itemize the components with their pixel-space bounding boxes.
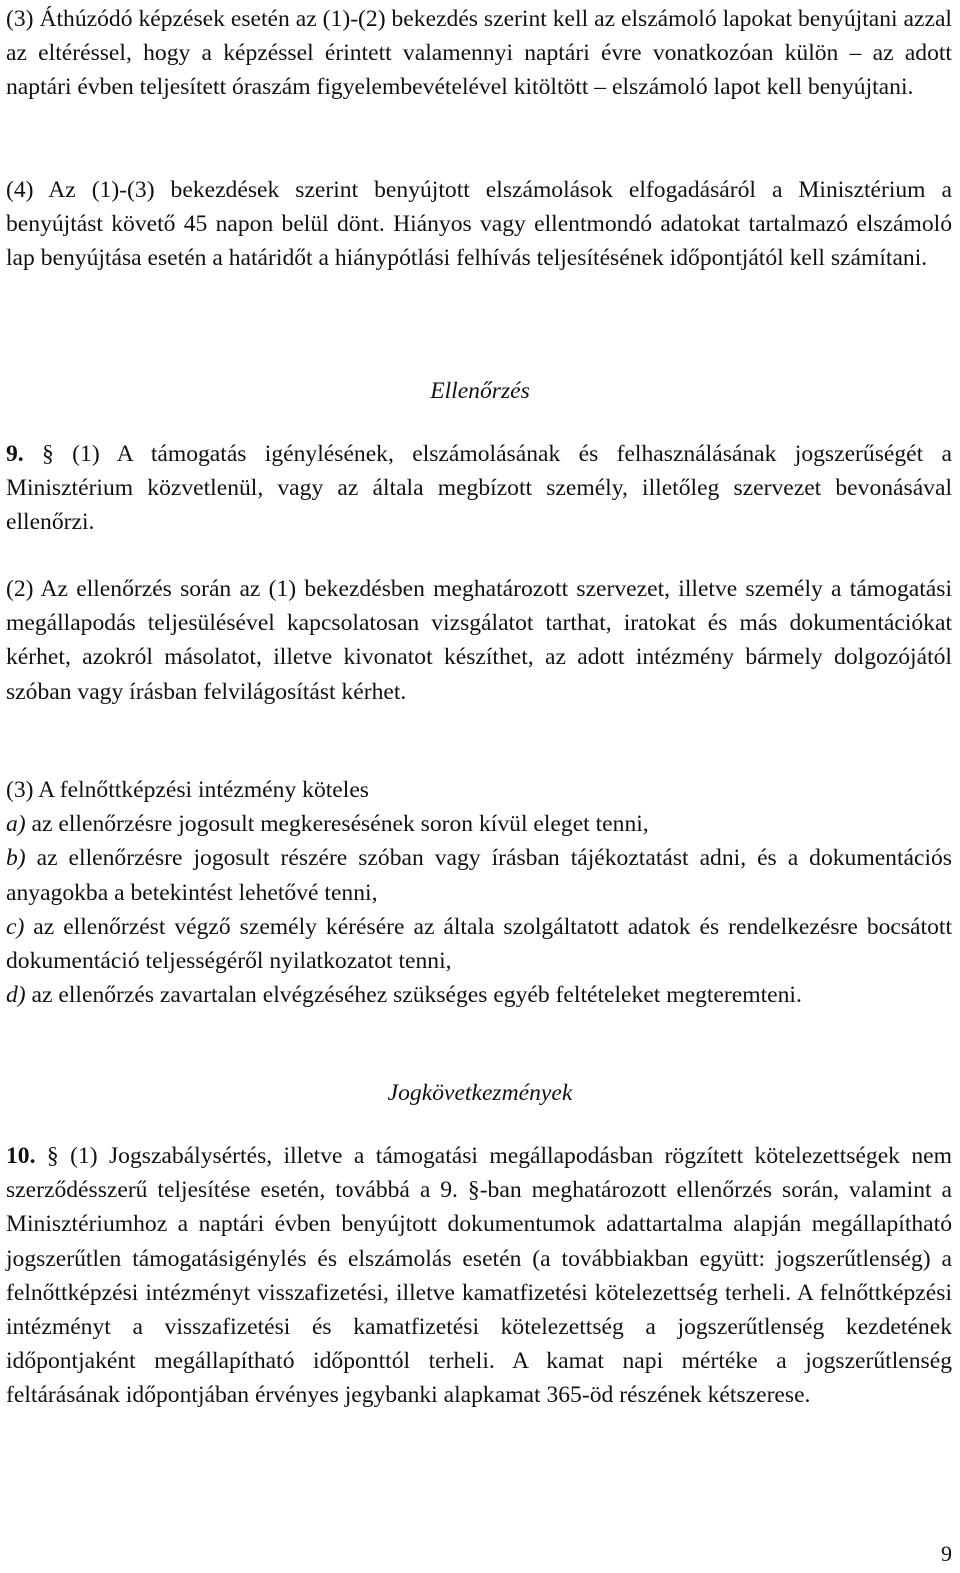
point-b xyxy=(6,841,952,909)
section-9-p3-intro: (3) A felnőttképzési intézmény köteles xyxy=(6,777,369,803)
section-heading-ellenorzes: Ellenőrzés xyxy=(430,378,530,404)
point-a-letter: a) xyxy=(6,811,26,838)
section-heading-jogkovetkezmenyek: Jogkövetkezmények xyxy=(387,1080,573,1106)
point-c-text: az ellenőrzést végző személy kérésére az általa szolgáltatott adatok és rendelkezésre bocsátott dokumentáció teljességéről nyilatkozatot tenni, xyxy=(6,913,952,975)
point-d xyxy=(6,978,952,1012)
paragraph-4-prev: (4) Az (1)-(3) bekezdések szerint benyújtott elszámolások elfogadásáról a Minisztérium a benyújtást követő 45 napon belül dönt. Hiányos vagy ellentmondó adatokat tartalmazó elszámoló lap benyújtása esetén a határidőt a hiánypótlási felhívás teljesítésének időpontjától kell számítani. xyxy=(6,177,952,272)
point-a xyxy=(6,807,952,841)
section-9-paragraph-1 xyxy=(6,437,952,540)
section-10-p1-text: § (1) Jogszabálysértés, illetve a támogatási megállapodásban rögzített kötelezettségek nem szerződésszerű teljesítése esetén, továbbá a 9. §-ban meghatározott ellenőrzés során, valamint a Minisztériumhoz a naptári évben benyújtott dokumentumok adattartalma alapján megállapítható jogszerűtlen támogatásigénylés és elszámolás esetén (a továbbiakban együtt: jogszerűtlenség) a felnőttképzési intézményt visszafizetési, illetve kamatfizetési kötelezettség terheli. A felnőttképzési intézményt a visszafizetési és kamatfizetési kötelezettség a jogszerűtlenség kezdetének időpontjaként megállapítható időponttól terheli. A kamat napi mértéke a jogszerűtlenség feltárásának időpontjában érvényes jegybanki alapkamat 365-öd részének kétszerese. xyxy=(6,1143,952,1409)
point-b-letter: b) xyxy=(6,845,26,872)
section-9-p1-text: § (1) A támogatás igénylésének, elszámolásának és felhasználásának jogszerűségét a Minisztérium közvetlenül, vagy az általa megbízott személy, illetőleg szervezet bevonásával ellenőrzi. xyxy=(6,441,952,536)
point-d-text: az ellenőrzés zavartalan elvégzéséhez szükséges egyéb feltételeket megteremteni. xyxy=(25,982,802,1009)
point-d-letter: d) xyxy=(6,982,26,1009)
point-c-letter: c) xyxy=(6,913,25,940)
section-10-paragraph-1 xyxy=(6,1139,952,1413)
section-9-paragraph-3 xyxy=(6,773,952,1012)
page-number: 9 xyxy=(941,1541,952,1566)
section-10-number: 10. xyxy=(6,1143,36,1169)
point-a-text: az ellenőrzésre jogosult megkeresésének soron kívül eleget tenni, xyxy=(25,811,649,838)
section-9-paragraph-2: (2) Az ellenőrzés során az (1) bekezdésben meghatározott szervezet, illetve személy a támogatási megállapodás teljesülésével kapcsolatosan vizsgálatot tarthat, iratokat és más dokumentációkat kérhet, azokról másolatot, illetve kivonatot készíthet, az adott intézmény bármely dolgozójától szóban vagy írásban felvilágosítást kérhet. xyxy=(6,576,952,705)
section-9-number: 9. xyxy=(6,441,24,467)
point-c xyxy=(6,910,952,978)
point-b-text: az ellenőrzésre jogosult részére szóban vagy írásban tájékoztatást adni, és a dokumentációs anyagokba a betekintést lehetővé tenni, xyxy=(6,845,952,906)
paragraph-3-prev: (3) Áthúzódó képzések esetén az (1)-(2) bekezdés szerint kell az elszámoló lapokat benyújtani azzal az eltéréssel, hogy a képzéssel érintett valamennyi naptári évre vonatkozóan külön – az adott naptári évben teljesített óraszám figyelembevételével kitöltött – elszámoló lapot kell benyújtani. xyxy=(6,6,952,101)
